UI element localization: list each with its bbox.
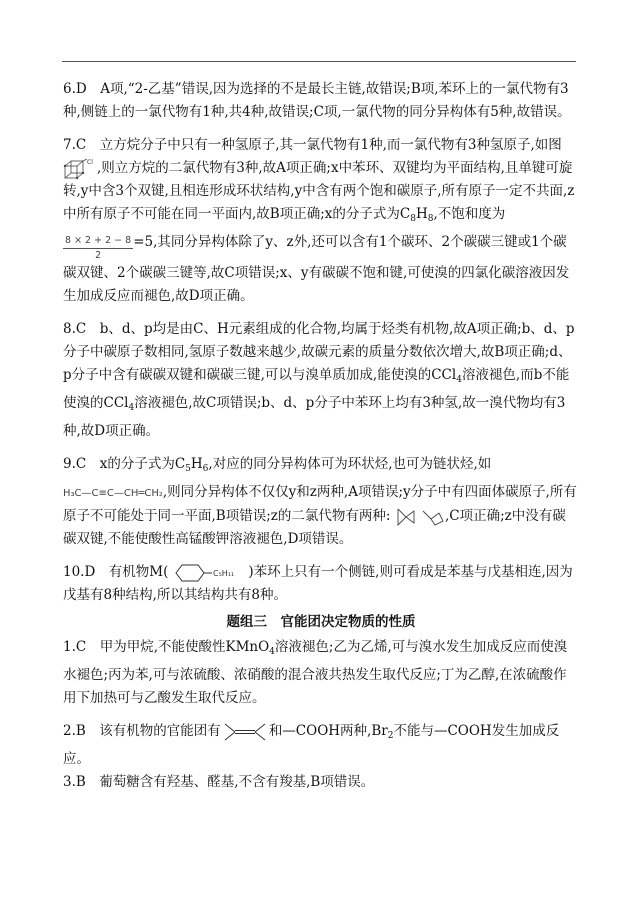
answer-s1-text-2: 溶液褪色;乙为乙烯,可与溴水发生加成反应而使溴水褪色;丙为苯,可与浓硫酸、浓硝酸的混合液共热发生取代反应;丁为乙醇,在浓硫酸作用下加热可与乙酸发生取代反应。 [63,639,568,706]
answer-7-h: H [415,206,428,222]
answer-9-h: H [190,456,203,472]
subscript: 5 [185,464,191,474]
answer-s1 [63,636,579,710]
answer-6 [63,78,579,124]
answer-s3-text: 3.B 葡萄糖含有羟基、醛基,不含有羧基,B项错误。 [63,774,375,790]
fraction-numerator: 8 × 2 + 2 − 8 [63,235,133,249]
answer-8-text-3: 溶液褪色,故C项错误;b、d、p分子中苯环上均有3种氢,故一溴代物均有3种,故D项正确。 [63,395,566,439]
answer-s2-text-1: 2.B 该有机物的官能团有 [63,723,221,739]
answer-9-text-1: 9.C x的分子式为C [63,456,186,472]
subscript: 4 [269,647,275,657]
answer-8-text-2: 溶液褪色,而b不能使溴的CCl [63,367,570,411]
dichloride-structure-1 [395,507,417,527]
answer-8-text-1: 8.C b、d、p均是由C、H元素组成的化合物,均属于烃类有机物,故A项正确;b、d、p分子中碳原子数相同,氢原子数越来越少,故碳元素的质量分数依次增大,故B项正确;d、p分子中含有碳碳双键和碳碳三键,可以与溴单质加成,能使溴的CCl [63,321,575,383]
header-rule [62,61,576,62]
answer-9-text-2: ,对应的同分异构体可为环状烃,也可为链状烃,如 [208,456,492,472]
answer-9-text-3: ,则同分异构体不仅仅y和z两种,A项错误;y分子中有四面体碳原子,所有原子不可能处于同一平面,B项错误;z的二氯代物有两种: [63,484,577,524]
fraction-denominator: 2 [95,250,102,261]
answer-7-text-1: 7.C 立方烷分子中只有一种氢原子,其一氯代物有1种,而一氯代物有3种氢原子,如图 [63,137,562,153]
cube-diagram [63,158,97,180]
subscript: 4 [456,375,462,385]
answer-s2-text-3: 不能与—COOH发生加成反应。 [63,723,560,767]
answer-7-text-2: ,则立方烷的二氯代物有3种,故A项正确;x中苯环、双键均为平面结构,且单键可旋转,y中含3个双键,且相连形成环状结构,y中含有两个饱和碳原子,所有原子一定不共面,z中所有原子不可能在同一平面内,故B项正确;x的分子式为C [63,160,575,222]
cube-label: Cl [87,158,93,166]
answer-10 [63,561,579,607]
answer-9 [63,453,579,551]
answer-10-text-1: 10.D 有机物M( [63,564,169,580]
answer-9-text-4: ,C项正确;z中没有碳碳双键,不能使酸性高锰酸钾溶液褪色,D项错误。 [63,508,566,547]
answer-s1-text-1: 1.C 甲为甲烷,不能使酸性KMnO [63,639,270,655]
subscript: 6 [202,464,209,474]
chain-isomer-formula: H₃C—C≡C—CH═CH₂ [63,488,163,499]
answer-s2 [63,720,579,771]
benzene-ring-structure [168,563,248,583]
answer-7 [63,134,579,308]
section-title: 题组三 官能团决定物质的性质 [226,614,416,630]
subscript: 4 [128,403,135,413]
substituent-label: C₅H₁₁ [213,568,235,578]
answer-block [63,78,579,794]
subscript: 8 [410,214,416,224]
answer-8 [63,318,579,443]
answer-6-text: 6.D A项,“2-乙基”错误,因为选择的不是最长主链,故错误;B项,苯环上的一氯代物有3种,侧链上的一氯代物有1种,共4种,故错误;C项,一氯代物的同分异构体有5种,故错误。 [63,81,571,120]
dichloride-structure-2 [421,507,445,527]
subscript: 2 [387,731,394,741]
unsaturation-fraction [63,235,133,262]
answer-s3 [63,771,579,794]
subscript: 8 [427,214,434,224]
double-bond-structure [221,721,269,743]
answer-7-text-3: ,不饱和度为 [433,206,506,222]
answer-7-text-4: =5,其同分异构体除了y、z外,还可以含有1个碳环、2个碳碳三键或1个碳碳双键、2个碳碳三键等,故C项错误;x、y有碳碳不饱和键,可使溴的四氯化碳溶液因发生加成反应而褪色,故D项正确。 [63,234,570,304]
answer-10-text-2: )苯环上只有一个侧链,则可看成是苯基与戊基相连,因为戊基有8种结构,所以其结构共有8种。 [63,564,573,603]
answer-s2-text-2: 和—COOH两种,Br [268,723,388,739]
